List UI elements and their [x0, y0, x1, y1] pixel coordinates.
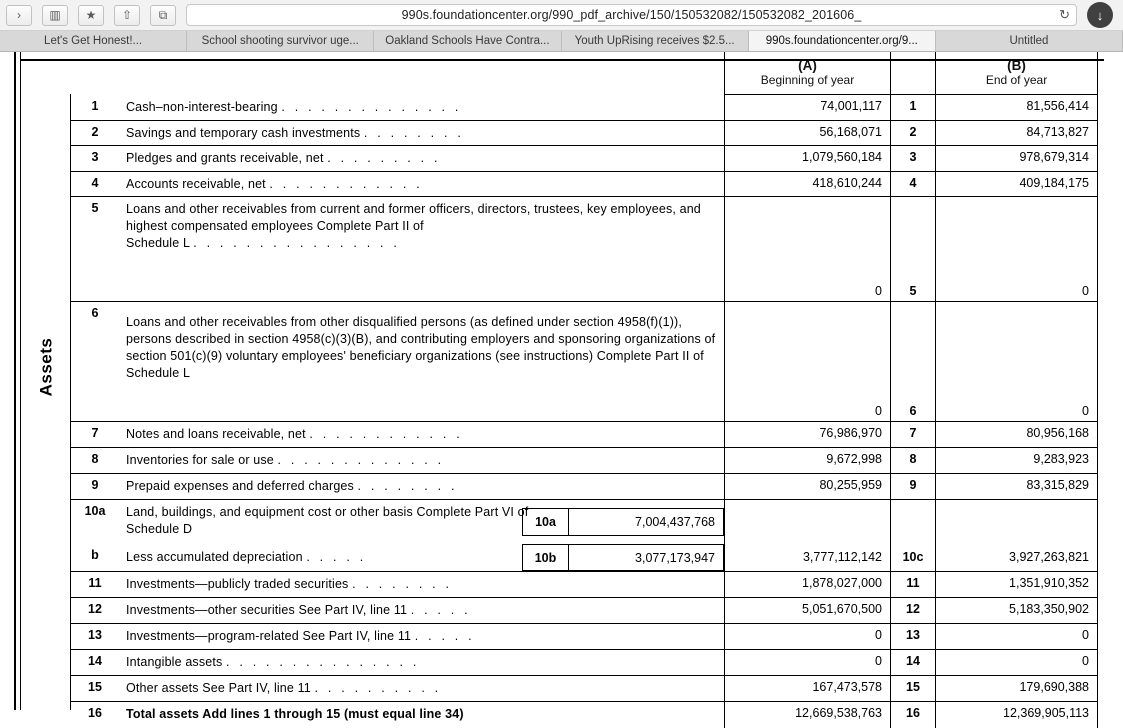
row-number: 9	[91, 478, 99, 492]
row-leader: . . . . . . . . . . . .	[269, 177, 423, 191]
row-value-b: 81,556,414	[936, 95, 1098, 120]
row-value-a: 418,610,244	[724, 172, 891, 196]
row-label	[126, 598, 724, 619]
tab-3[interactable]	[374, 31, 561, 51]
row-label	[126, 95, 724, 116]
row-label	[126, 146, 724, 167]
row-label-text-2: Schedule L	[126, 236, 190, 250]
address-bar-url: 990s.foundationcenter.org/990_pdf_archive/150/150532082/150532082_201606_	[401, 8, 862, 22]
tab-label: Oakland Schools Have Contra...	[385, 35, 550, 47]
table-row	[70, 474, 1098, 500]
row-label	[126, 500, 578, 538]
column-header-b	[936, 52, 1098, 94]
row-value-b: 409,184,175	[936, 172, 1098, 196]
row-number: 13	[88, 628, 102, 642]
table-row	[70, 448, 1098, 474]
line-10a-value: 7,004,437,768	[635, 515, 715, 529]
row-value-b: 83,315,829	[936, 474, 1098, 499]
navigation-buttons	[0, 5, 176, 26]
row-number: 12	[88, 602, 102, 616]
row-value-b: 0	[936, 624, 1098, 649]
row-value-b: 179,690,388	[936, 676, 1098, 701]
row-label-text: Investments—other securities See Part IV, line 11	[126, 603, 408, 617]
row-number: 14	[88, 654, 102, 668]
row-number: 4	[91, 176, 99, 190]
tab-label: 990s.foundationcenter.org/9...	[765, 35, 918, 47]
row-number: 3	[91, 150, 99, 164]
row-number: 6	[91, 306, 99, 320]
reload-icon[interactable]: ↻	[1059, 7, 1070, 22]
row-value-b: 84,713,827	[936, 121, 1098, 145]
page-border-left-inner	[20, 52, 21, 710]
row-number: 15	[88, 680, 102, 694]
row-number: 2	[91, 125, 99, 139]
column-b-subtitle: End of year	[985, 73, 1048, 87]
row-number: 11	[88, 576, 102, 590]
row-value-b: 0	[936, 197, 1098, 301]
row-value-a: 12,669,538,763	[724, 702, 891, 728]
row-leader: . . . . . . . .	[357, 479, 458, 493]
row-line-number: 9	[891, 474, 936, 499]
row-label	[126, 448, 724, 469]
row-value-a: 56,168,071	[724, 121, 891, 145]
tab-6[interactable]	[936, 31, 1123, 51]
row-line-number	[891, 500, 936, 544]
row-leader: . . . . . . . . . . . . . . . .	[193, 236, 401, 250]
table-row	[70, 624, 1098, 650]
pdf-viewer[interactable]	[0, 52, 1123, 721]
back-icon[interactable]: ›	[6, 5, 32, 26]
row-label-text: Loans and other receivables from other disqualified persons (as defined under section 4958(f)(1)), persons described in section 4958(c)(3)(B), and contributing employers and sponsoring organizations of section 501(c)(9) voluntary employees' beneficiary organizations (see instructions) Complete Part II of Schedule L	[126, 315, 716, 380]
row-leader: . . . . .	[414, 629, 475, 643]
row-label-text: Loans and other receivables from current and former officers, directors, trustees, key employees, and highest compensated employees Complete Part II of	[126, 202, 701, 233]
address-bar[interactable]	[186, 4, 1077, 26]
tab-4[interactable]	[562, 31, 749, 51]
tab-label: Untitled	[1009, 35, 1049, 47]
row-line-number: 8	[891, 448, 936, 473]
form-990-balance-sheet	[14, 52, 1104, 721]
row-line-number: 4	[891, 172, 936, 196]
row-number: 10a	[84, 504, 106, 518]
new-tab-icon[interactable]: ⧉	[150, 5, 176, 26]
column-a-subtitle: Beginning of year	[760, 73, 855, 87]
row-line-number: 11	[891, 572, 936, 597]
row-leader: . . . . .	[410, 603, 471, 617]
row-label-text: Less accumulated depreciation	[126, 550, 303, 564]
row-label-text: Other assets See Part IV, line 11	[126, 681, 311, 695]
row-value-a: 0	[724, 650, 891, 675]
table-row	[70, 302, 1098, 422]
row-value-a	[724, 500, 891, 544]
row-value-a: 0	[724, 197, 891, 301]
row-label-text: Cash–non-interest-bearing	[126, 100, 278, 114]
row-value-b: 80,956,168	[936, 422, 1098, 447]
row-leader: . . . . . . . . . . . . . .	[281, 100, 462, 114]
row-leader: . . . . . . . . .	[327, 151, 441, 165]
row-line-number: 5	[891, 197, 936, 301]
row-label	[126, 121, 724, 142]
row-label-text: Investments—program-related See Part IV, line 11	[126, 629, 412, 643]
row-line-number: 12	[891, 598, 936, 623]
tab-label: Youth UpRising receives $2.5...	[574, 35, 735, 47]
column-headers	[724, 52, 1098, 94]
line-10b-value: 3,077,173,947	[635, 550, 715, 565]
row-number: 8	[91, 452, 99, 466]
row-label-text: Savings and temporary cash investments	[126, 126, 361, 140]
row-leader: . . . . . . . . . . . . . . .	[226, 655, 420, 669]
row-value-a: 76,986,970	[724, 422, 891, 447]
row-value-a: 74,001,117	[724, 95, 891, 120]
row-line-number: 7	[891, 422, 936, 447]
row-line-number: 15	[891, 676, 936, 701]
row-label-text: Notes and loans receivable, net	[126, 427, 306, 441]
row-label	[126, 650, 724, 671]
download-icon[interactable]: ↓	[1087, 2, 1113, 28]
row-value-b: 978,679,314	[936, 146, 1098, 171]
row-label-text: Total assets Add lines 1 through 15 (must equal line 34)	[126, 707, 464, 721]
row-value-b: 12,369,905,113	[936, 702, 1098, 728]
row-value-a: 9,672,998	[724, 448, 891, 473]
table-row	[70, 572, 1098, 598]
row-leader: . . . . . . . . . .	[314, 681, 442, 695]
row-line-number: 10c	[891, 544, 936, 571]
row-number: 7	[91, 426, 99, 440]
row-label-text: Prepaid expenses and deferred charges	[126, 479, 354, 493]
row-label-text: Accounts receivable, net	[126, 177, 266, 191]
tab-label: Let's Get Honest!...	[44, 35, 143, 47]
row-label-text: Pledges and grants receivable, net	[126, 151, 324, 165]
tab-label: School shooting survivor uge...	[201, 35, 359, 47]
row-label	[126, 702, 724, 723]
table-row	[70, 197, 1098, 302]
row-line-number: 1	[891, 95, 936, 120]
row-leader: . . . . . . . . . . . .	[309, 427, 463, 441]
row-leader: . . . . .	[306, 550, 367, 564]
line-10b-box	[522, 544, 724, 571]
row-label	[126, 172, 724, 193]
tab-5-active[interactable]	[749, 31, 936, 51]
row-value-b: 0	[936, 650, 1098, 675]
section-label-text: Assets	[36, 337, 56, 397]
row-line-number: 3	[891, 146, 936, 171]
highlight-icon[interactable]: ★	[78, 5, 104, 26]
row-value-a: 0	[724, 624, 891, 649]
row-value-b: 1,351,910,352	[936, 572, 1098, 597]
line-10b-label: 10b	[523, 545, 569, 570]
row-label	[126, 572, 724, 593]
row-value-a: 0	[724, 302, 891, 421]
row-line-number: 13	[891, 624, 936, 649]
sidebar-icon[interactable]: ▥	[42, 5, 68, 26]
row-value-a: 167,473,578	[724, 676, 891, 701]
row-number: b	[91, 548, 99, 562]
table-row	[70, 121, 1098, 146]
row-value-a: 1,079,560,184	[724, 146, 891, 171]
row-label	[126, 624, 724, 645]
row-value-b	[936, 500, 1098, 544]
table-row	[70, 544, 1098, 572]
row-value-b: 5,183,350,902	[936, 598, 1098, 623]
row-label-text: Inventories for sale or use	[126, 453, 274, 467]
row-value-b: 9,283,923	[936, 448, 1098, 473]
share-icon[interactable]: ⇧	[114, 5, 140, 26]
row-value-a: 3,777,112,142	[724, 544, 891, 571]
column-a-title: (A)	[798, 58, 817, 73]
tab-bar	[0, 31, 1123, 52]
row-label	[126, 302, 724, 382]
row-line-number: 14	[891, 650, 936, 675]
row-leader: . . . . . . . .	[363, 126, 465, 140]
section-label-assets	[22, 132, 70, 602]
row-number: 5	[91, 201, 99, 215]
tab-2[interactable]	[187, 31, 374, 51]
row-value-b: 0	[936, 302, 1098, 421]
row-leader: . . . . . . . .	[352, 577, 453, 591]
line-10a-box	[522, 508, 724, 536]
row-label	[126, 197, 724, 252]
row-value-a: 80,255,959	[724, 474, 891, 499]
row-number: 1	[91, 99, 99, 113]
row-label	[126, 544, 578, 566]
row-label-text: Intangible assets	[126, 655, 223, 669]
column-b-title: (B)	[1007, 58, 1026, 73]
table-row	[70, 702, 1098, 728]
row-number: 16	[88, 706, 102, 720]
row-label	[126, 422, 724, 443]
row-label-text: Investments—publicly traded securities	[126, 577, 349, 591]
row-value-a: 5,051,670,500	[724, 598, 891, 623]
row-label-text: Land, buildings, and equipment cost or other basis Complete Part VI of Schedule D	[126, 505, 529, 536]
line-10a-label: 10a	[523, 509, 569, 535]
table-row	[70, 650, 1098, 676]
page-border-left	[14, 52, 16, 710]
table-row	[70, 146, 1098, 172]
row-value-b: 3,927,263,821	[936, 544, 1098, 571]
row-line-number: 16	[891, 702, 936, 728]
row-value-a: 1,878,027,000	[724, 572, 891, 597]
row-line-number: 6	[891, 302, 936, 421]
tab-1[interactable]	[0, 31, 187, 51]
table-row	[70, 500, 1098, 544]
table-row	[70, 95, 1098, 121]
table-row	[70, 598, 1098, 624]
row-label	[126, 676, 724, 697]
row-line-number: 2	[891, 121, 936, 145]
browser-toolbar	[0, 0, 1123, 31]
row-leader: . . . . . . . . . . . . .	[277, 453, 445, 467]
table-row	[70, 676, 1098, 702]
row-label	[126, 474, 724, 495]
column-header-linenum	[891, 52, 936, 94]
table-row	[70, 422, 1098, 448]
table-row	[70, 172, 1098, 197]
column-header-a	[724, 52, 891, 94]
